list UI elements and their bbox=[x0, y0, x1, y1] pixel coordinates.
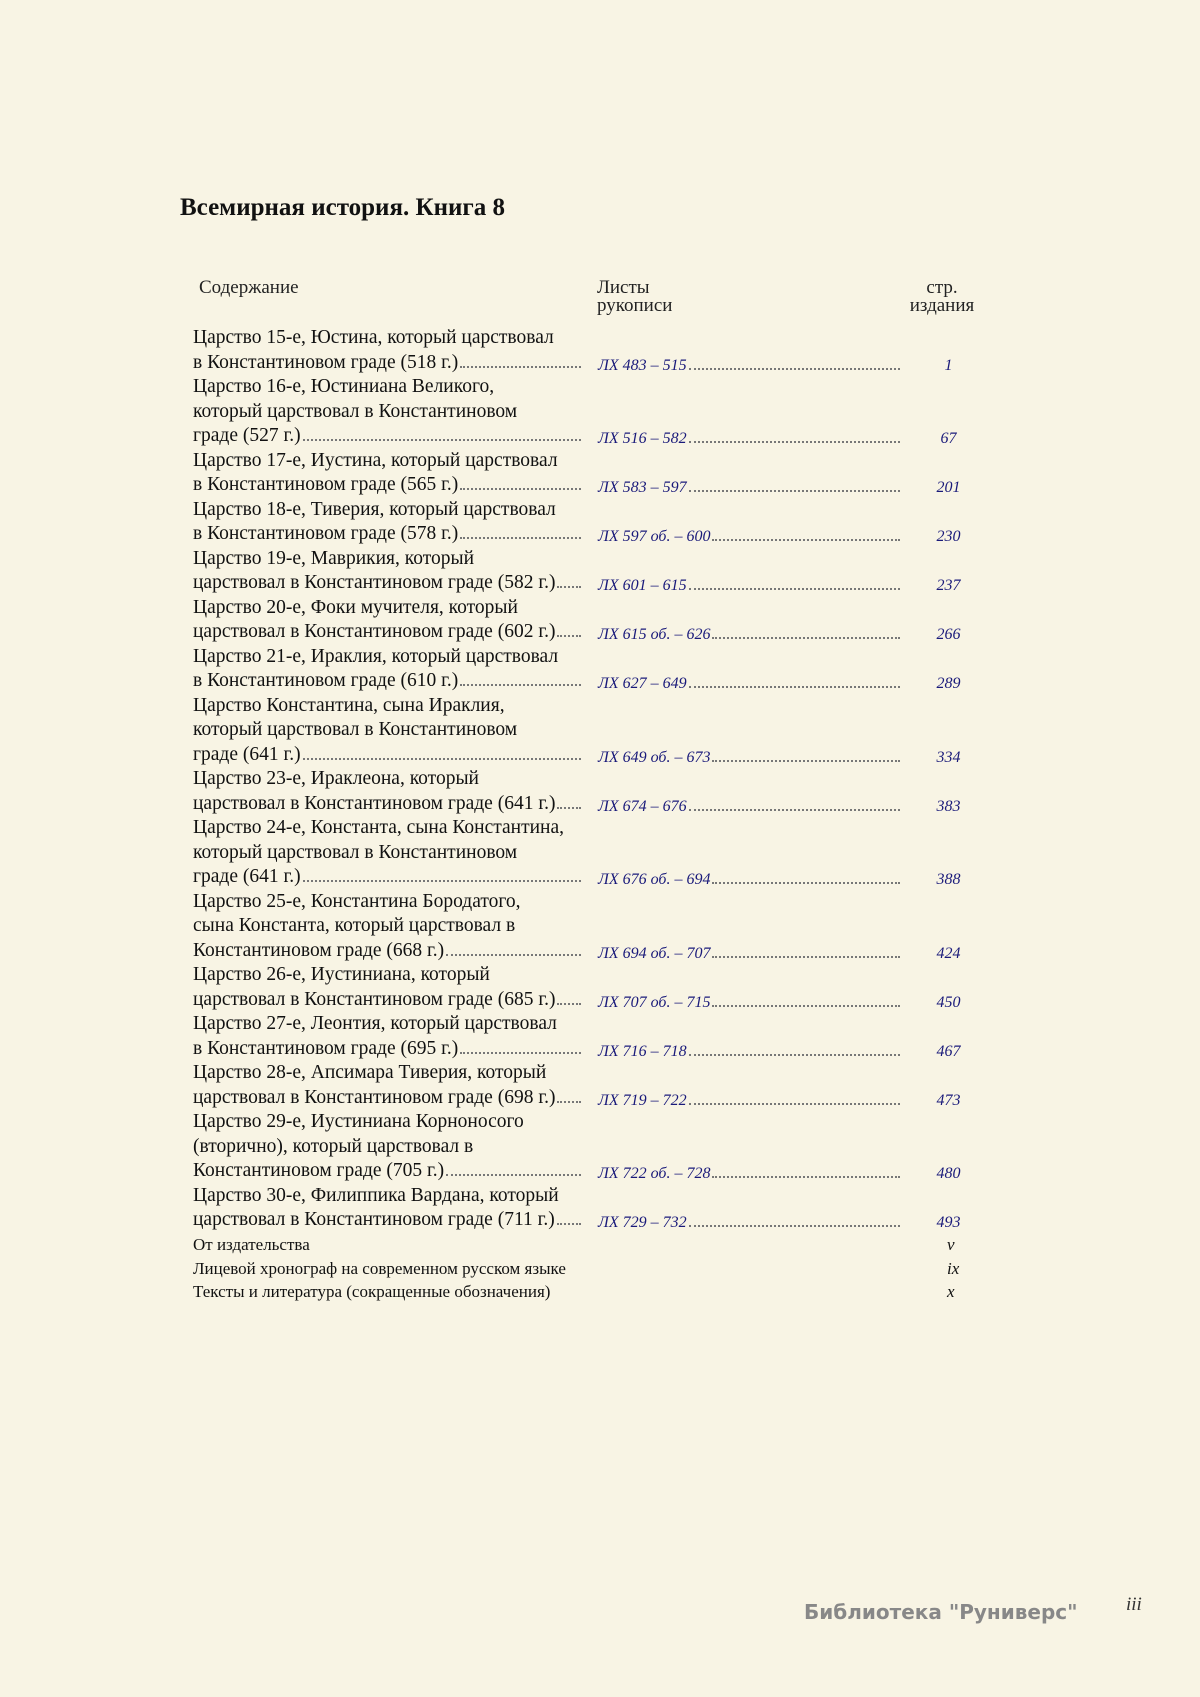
entry-sheets bbox=[598, 795, 900, 820]
entry-title-text: в Константиновом граде (695 г.) bbox=[193, 1037, 459, 1059]
entry-title-text: Царство 27-е, Леонтия, который царствовал bbox=[193, 1013, 557, 1034]
dot-leader bbox=[689, 588, 900, 590]
front-matter-list bbox=[193, 1233, 983, 1304]
toc-entry[interactable] bbox=[193, 596, 983, 645]
dot-leader bbox=[303, 439, 581, 441]
entry-page: 388 bbox=[936, 871, 961, 888]
entry-page: 266 bbox=[936, 626, 961, 643]
entry-sheets-text: ЛХ 716 – 718 bbox=[598, 1042, 687, 1060]
entry-sheets bbox=[598, 574, 900, 599]
entry-sheets bbox=[598, 942, 900, 967]
entry-title-text: в Константиновом граде (565 г.) bbox=[193, 474, 459, 495]
front-matter-label: Тексты и литература (сокращенные обозначения) bbox=[193, 1282, 551, 1301]
entry-title-text: царствовал в Константиновом граде (685 г.) bbox=[193, 988, 556, 1010]
entry-title bbox=[193, 767, 581, 816]
entry-page: 334 bbox=[936, 748, 961, 766]
entry-sheets-text: ЛХ 729 – 732 bbox=[598, 1214, 687, 1231]
header-sheets bbox=[597, 279, 672, 315]
entry-title-text: Царство 17-е, Иустина, который царствовал bbox=[193, 449, 558, 471]
entry-title-text: царствовал в Константиновом граде (641 г.) bbox=[193, 792, 556, 814]
entry-title-text: царствовал в Константиновом граде (582 г.) bbox=[193, 572, 556, 593]
entry-title-line bbox=[193, 988, 581, 1013]
entry-title-line bbox=[193, 865, 581, 890]
entry-title-line bbox=[193, 890, 581, 915]
header-page-line: издания bbox=[909, 295, 975, 316]
toc-entry[interactable] bbox=[193, 1184, 983, 1233]
entry-sheets bbox=[598, 476, 900, 501]
entry-sheets-text: ЛХ 694 об. – 707 bbox=[598, 944, 711, 962]
entry-title-text: граде (527 г.) bbox=[193, 425, 301, 446]
dot-leader bbox=[689, 686, 900, 688]
entry-title-line bbox=[193, 816, 581, 841]
entry-title-line bbox=[193, 1037, 581, 1062]
entry-sheets bbox=[598, 354, 900, 379]
front-matter-item bbox=[193, 1257, 983, 1281]
entry-title bbox=[193, 596, 581, 645]
entry-title bbox=[193, 326, 581, 375]
entry-title-line bbox=[193, 939, 581, 964]
toc-entry[interactable] bbox=[193, 816, 983, 890]
entry-title-line bbox=[193, 1208, 581, 1233]
toc-entry[interactable] bbox=[193, 645, 983, 694]
dot-leader bbox=[689, 1225, 900, 1227]
entry-sheets-text: ЛХ 516 – 582 bbox=[598, 430, 687, 447]
entry-sheets bbox=[598, 427, 900, 452]
toc-entry[interactable] bbox=[193, 498, 983, 547]
entry-title-line bbox=[193, 1184, 581, 1209]
dot-leader bbox=[557, 1101, 581, 1103]
entry-title-text: царствовал в Константиновом граде (602 г.) bbox=[193, 621, 556, 642]
entry-title-line bbox=[193, 914, 581, 939]
entry-title-line bbox=[193, 473, 581, 498]
dot-leader bbox=[689, 490, 900, 492]
dot-leader bbox=[712, 1005, 900, 1007]
entry-title-line bbox=[193, 694, 581, 719]
toc-entry[interactable] bbox=[193, 449, 983, 498]
entry-title-line bbox=[193, 498, 581, 523]
entry-sheets-text: ЛХ 615 об. – 626 bbox=[598, 626, 711, 643]
entry-page: 1 bbox=[944, 356, 953, 374]
entry-page: 467 bbox=[936, 1042, 961, 1060]
entry-title-line bbox=[193, 1159, 581, 1184]
dot-leader bbox=[557, 807, 581, 809]
entry-sheets-text: ЛХ 719 – 722 bbox=[598, 1091, 687, 1109]
entry-title-line bbox=[193, 963, 581, 988]
table-of-contents bbox=[193, 326, 983, 1233]
entry-title-line bbox=[193, 449, 581, 474]
entry-title-line bbox=[193, 620, 581, 645]
entry-title-text: Царство Константина, сына Ираклия, bbox=[193, 694, 505, 716]
dot-leader bbox=[712, 956, 900, 958]
entry-title-line bbox=[193, 547, 581, 572]
entry-title-line bbox=[193, 326, 581, 351]
entry-title-line bbox=[193, 351, 581, 376]
dot-leader bbox=[712, 882, 900, 884]
entry-sheets bbox=[598, 746, 900, 771]
entry-title-text: граде (641 г.) bbox=[193, 866, 301, 887]
entry-title-line bbox=[193, 400, 581, 425]
toc-entry[interactable] bbox=[193, 694, 983, 768]
entry-title-line bbox=[193, 1086, 581, 1111]
entry-title-line bbox=[193, 596, 581, 621]
toc-entry[interactable] bbox=[193, 767, 983, 816]
dot-leader bbox=[557, 586, 581, 588]
toc-entry[interactable] bbox=[193, 547, 983, 596]
header-sheets-line: Листы bbox=[597, 277, 650, 298]
entry-title-text: Царство 20-е, Фоки мучителя, который bbox=[193, 596, 518, 618]
entry-title bbox=[193, 498, 581, 547]
entry-title-line bbox=[193, 792, 581, 817]
entry-title-text: сына Константа, который царствовал в bbox=[193, 915, 516, 936]
dot-leader bbox=[460, 488, 581, 490]
entry-title-text: который царствовал в Константиновом bbox=[193, 400, 518, 422]
entry-sheets bbox=[598, 868, 900, 893]
entry-sheets-text: ЛХ 676 об. – 694 bbox=[598, 871, 711, 888]
dot-leader bbox=[460, 1052, 581, 1054]
front-matter-label: От издательства bbox=[193, 1235, 310, 1254]
entry-sheets-text: ЛХ 597 об. – 600 bbox=[598, 528, 711, 545]
entry-title-text: Царство 28-е, Апсимара Тиверия, который bbox=[193, 1062, 547, 1083]
entry-title-text: Константиновом граде (705 г.) bbox=[193, 1160, 445, 1181]
entry-title bbox=[193, 645, 581, 694]
toc-entry[interactable] bbox=[193, 963, 983, 1012]
entry-title bbox=[193, 1012, 581, 1061]
entry-title-line bbox=[193, 1110, 581, 1135]
entry-title-text: Царство 16-е, Юстиниана Великого, bbox=[193, 376, 495, 397]
dot-leader bbox=[557, 635, 581, 637]
entry-title-text: в Константиновом граде (578 г.) bbox=[193, 523, 459, 544]
entry-title-text: который царствовал в Константиновом bbox=[193, 719, 518, 740]
dot-leader bbox=[460, 537, 581, 539]
dot-leader bbox=[689, 1054, 900, 1056]
entry-page: 383 bbox=[936, 797, 961, 815]
entry-title-line bbox=[193, 375, 581, 400]
entry-page: 424 bbox=[936, 944, 961, 962]
entry-title-line bbox=[193, 743, 581, 768]
library-watermark: Библиотека "Руниверс" bbox=[804, 1600, 1078, 1624]
entry-title-line bbox=[193, 841, 581, 866]
entry-sheets bbox=[598, 1089, 900, 1114]
front-matter-page: ix bbox=[947, 1258, 960, 1278]
entry-page: 201 bbox=[936, 479, 961, 496]
dot-leader bbox=[460, 684, 581, 686]
entry-title-text: который царствовал в Константиновом bbox=[193, 841, 518, 863]
entry-title-text: Царство 24-е, Константа, сына Константина, bbox=[193, 817, 565, 838]
entry-title-line bbox=[193, 767, 581, 792]
entry-title bbox=[193, 694, 581, 768]
entry-title-text: Царство 30-е, Филиппика Вардана, который bbox=[193, 1184, 559, 1206]
entry-page: 230 bbox=[936, 528, 961, 545]
entry-title bbox=[193, 375, 581, 449]
page-title: Всемирная история. Книга 8 bbox=[180, 194, 506, 221]
entry-title-line bbox=[193, 1061, 581, 1086]
front-matter-page: x bbox=[947, 1282, 955, 1301]
dot-leader bbox=[303, 758, 581, 760]
entry-sheets bbox=[598, 672, 900, 697]
entry-title bbox=[193, 963, 581, 1012]
entry-sheets-text: ЛХ 627 – 649 bbox=[598, 675, 687, 692]
entry-sheets bbox=[598, 1211, 900, 1236]
entry-title-line bbox=[193, 718, 581, 743]
entry-sheets-text: ЛХ 483 – 515 bbox=[598, 356, 687, 374]
dot-leader bbox=[712, 1176, 900, 1178]
entry-title-text: царствовал в Константиновом граде (698 г.) bbox=[193, 1086, 556, 1108]
entry-sheets-text: ЛХ 649 об. – 673 bbox=[598, 748, 711, 766]
entry-sheets bbox=[598, 1040, 900, 1065]
entry-sheets bbox=[598, 1162, 900, 1187]
entry-page: 473 bbox=[936, 1091, 961, 1109]
entry-page: 67 bbox=[940, 430, 957, 447]
toc-entry[interactable] bbox=[193, 1012, 983, 1061]
entry-page: 237 bbox=[936, 577, 961, 594]
entry-title-line bbox=[193, 1012, 581, 1037]
dot-leader bbox=[689, 809, 900, 811]
toc-entry[interactable] bbox=[193, 326, 983, 375]
front-matter-page: v bbox=[947, 1235, 955, 1254]
entry-title-line bbox=[193, 522, 581, 547]
dot-leader bbox=[557, 1223, 581, 1225]
entry-title-text: граде (641 г.) bbox=[193, 743, 301, 765]
entry-title-text: в Константиновом граде (610 г.) bbox=[193, 670, 459, 691]
entry-title-text: Царство 19-е, Маврикия, который bbox=[193, 547, 475, 569]
toc-entry[interactable] bbox=[193, 375, 983, 449]
front-matter-item bbox=[193, 1233, 983, 1257]
header-page bbox=[906, 279, 978, 315]
entry-title-line bbox=[193, 669, 581, 694]
entry-title bbox=[193, 449, 581, 498]
toc-entry[interactable] bbox=[193, 1061, 983, 1110]
dot-leader bbox=[689, 1103, 900, 1105]
dot-leader bbox=[712, 760, 900, 762]
entry-title-line bbox=[193, 1135, 581, 1160]
entry-sheets-text: ЛХ 583 – 597 bbox=[598, 479, 687, 496]
dot-leader bbox=[460, 366, 581, 368]
entry-sheets bbox=[598, 623, 900, 648]
dot-leader bbox=[303, 880, 581, 882]
front-matter-label: Лицевой хронограф на современном русском языке bbox=[193, 1258, 566, 1278]
header-sheets-line: рукописи bbox=[597, 295, 673, 316]
entry-title-text: (вторично), который царствовал в bbox=[193, 1135, 474, 1157]
entry-title-text: в Константиновом граде (518 г.) bbox=[193, 351, 459, 373]
entry-title bbox=[193, 816, 581, 890]
entry-sheets-text: ЛХ 707 об. – 715 bbox=[598, 993, 711, 1011]
dot-leader bbox=[712, 637, 900, 639]
entry-title-line bbox=[193, 424, 581, 449]
entry-title-text: Константиновом граде (668 г.) bbox=[193, 939, 445, 961]
dot-leader bbox=[446, 954, 581, 956]
header-contents: Содержание bbox=[199, 277, 299, 298]
entry-page: 289 bbox=[936, 675, 961, 692]
entry-sheets-text: ЛХ 601 – 615 bbox=[598, 577, 687, 594]
entry-title bbox=[193, 1110, 581, 1184]
entry-title-line bbox=[193, 571, 581, 596]
entry-title-text: Царство 25-е, Константина Бородатого, bbox=[193, 890, 521, 912]
dot-leader bbox=[446, 1174, 581, 1176]
entry-title-text: Царство 23-е, Ираклеона, который bbox=[193, 768, 479, 789]
entry-title-text: Царство 18-е, Тиверия, который царствовал bbox=[193, 498, 556, 520]
dot-leader bbox=[689, 368, 900, 370]
front-matter-item bbox=[193, 1280, 983, 1304]
entry-title-text: Царство 29-е, Иустиниана Корноносого bbox=[193, 1111, 524, 1132]
dot-leader bbox=[557, 1003, 581, 1005]
entry-title bbox=[193, 1184, 581, 1233]
entry-page: 493 bbox=[936, 1214, 961, 1231]
dot-leader bbox=[712, 539, 900, 541]
toc-entry[interactable] bbox=[193, 890, 983, 964]
entry-title-line bbox=[193, 645, 581, 670]
entry-sheets-text: ЛХ 722 об. – 728 bbox=[598, 1165, 711, 1182]
entry-title bbox=[193, 1061, 581, 1110]
header-page-line: стр. bbox=[926, 277, 958, 298]
toc-entry[interactable] bbox=[193, 1110, 983, 1184]
entry-title-text: Царство 21-е, Ираклия, который царствовал bbox=[193, 645, 559, 667]
entry-title bbox=[193, 547, 581, 596]
dot-leader bbox=[689, 441, 900, 443]
entry-sheets bbox=[598, 525, 900, 550]
entry-title-text: царствовал в Константиновом граде (711 г.) bbox=[193, 1209, 555, 1230]
entry-page: 480 bbox=[936, 1165, 961, 1182]
entry-title-text: Царство 15-е, Юстина, который царствовал bbox=[193, 327, 554, 348]
entry-title-text: Царство 26-е, Иустиниана, который bbox=[193, 964, 490, 985]
entry-sheets bbox=[598, 991, 900, 1016]
entry-sheets-text: ЛХ 674 – 676 bbox=[598, 797, 687, 815]
entry-page: 450 bbox=[936, 993, 961, 1011]
entry-title bbox=[193, 890, 581, 964]
page-number: iii bbox=[1126, 1594, 1142, 1615]
